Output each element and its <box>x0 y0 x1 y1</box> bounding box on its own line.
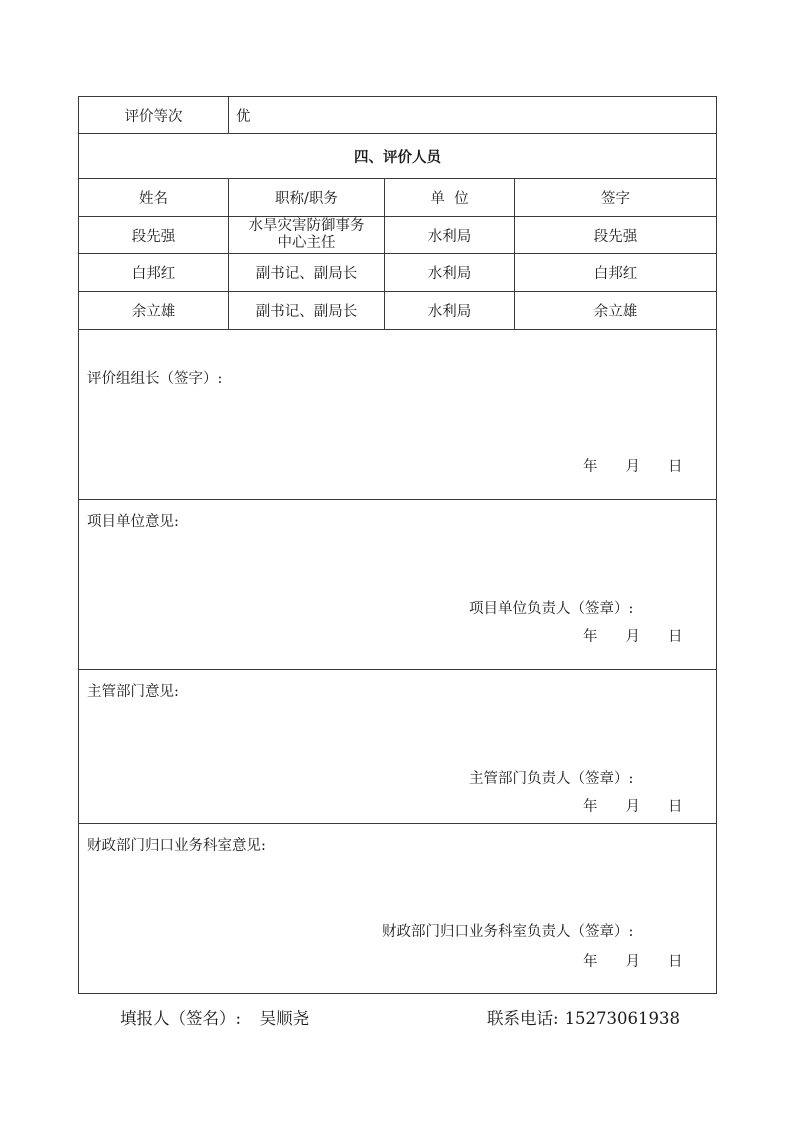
header-unit-label: 单 位 <box>430 191 469 207</box>
filler-info <box>120 1005 309 1029</box>
rating-value-cell[interactable] <box>229 97 717 134</box>
person-title-cell[interactable] <box>229 292 385 330</box>
person-name: 余立雄 <box>131 304 176 320</box>
rating-label-cell <box>79 97 229 134</box>
header-sign-label: 签字 <box>601 191 630 207</box>
header-sign <box>515 179 717 217</box>
date-month-label: 月 <box>625 799 640 815</box>
phone-label: 联系电话: <box>487 1009 559 1028</box>
person-unit-cell[interactable] <box>385 254 515 292</box>
person-title: 副书记、副局长 <box>255 266 358 282</box>
person-unit-cell[interactable] <box>385 292 515 330</box>
project-unit-opinion-box[interactable] <box>79 500 717 670</box>
project-unit-date[interactable] <box>583 625 683 646</box>
date-month-label: 月 <box>625 629 640 645</box>
dept-row <box>79 670 717 824</box>
person-unit: 水利局 <box>427 228 472 245</box>
header-unit <box>385 179 515 217</box>
dept-sign-label: 主管部门负责人（签章）: <box>469 771 634 787</box>
personnel-header-row <box>79 179 717 217</box>
date-month-label: 月 <box>625 954 640 970</box>
person-title-line2: 中心主任 <box>277 235 336 251</box>
date-day-label: 日 <box>668 954 683 970</box>
person-sign-cell[interactable] <box>515 292 717 330</box>
person-name-cell[interactable] <box>79 292 229 330</box>
header-title-label: 职称/职务 <box>275 191 338 207</box>
person-sign-cell[interactable] <box>515 217 717 254</box>
header-name <box>79 179 229 217</box>
finance-opinion-box[interactable] <box>79 824 717 994</box>
person-title-cell[interactable] <box>229 217 385 254</box>
date-day-label: 日 <box>668 629 683 645</box>
header-name-label: 姓名 <box>139 191 168 207</box>
finance-sign-label: 财政部门归口业务科室负责人（签章）: <box>382 924 634 940</box>
project-unit-title: 项目单位意见: <box>87 514 179 530</box>
leader-title: 评价组组长（签字）: <box>87 371 223 387</box>
date-month-label: 月 <box>625 459 640 475</box>
person-signature: 余立雄 <box>593 304 638 320</box>
person-title-line1: 水旱灾害防御事务 <box>248 218 365 234</box>
date-day-label: 日 <box>668 799 683 815</box>
finance-date[interactable] <box>583 950 683 971</box>
project-unit-sign-label: 项目单位负责人（签章）: <box>469 601 634 617</box>
personnel-row <box>79 292 717 330</box>
section-title-row <box>79 134 717 179</box>
date-year-label: 年 <box>583 629 598 645</box>
person-name-cell[interactable] <box>79 254 229 292</box>
evaluation-form-table <box>78 96 717 994</box>
phone-number[interactable]: 15273061938 <box>564 1009 681 1028</box>
rating-value: 优 <box>236 108 251 125</box>
person-signature: 段先强 <box>593 228 638 245</box>
leader-block-row <box>79 330 717 500</box>
person-name: 段先强 <box>131 228 176 245</box>
leader-date[interactable] <box>583 455 683 476</box>
finance-row <box>79 824 717 994</box>
header-title <box>229 179 385 217</box>
dept-date[interactable] <box>583 795 683 816</box>
project-unit-row <box>79 500 717 670</box>
dept-title: 主管部门意见: <box>87 684 179 700</box>
date-year-label: 年 <box>583 954 598 970</box>
person-signature: 白邦红 <box>593 266 638 282</box>
person-name-cell[interactable] <box>79 217 229 254</box>
date-year-label: 年 <box>583 459 598 475</box>
date-day-label: 日 <box>668 459 683 475</box>
person-name: 白邦红 <box>131 266 176 282</box>
person-sign-cell[interactable] <box>515 254 717 292</box>
person-title: 副书记、副局长 <box>255 304 358 320</box>
rating-label: 评价等次 <box>124 108 183 125</box>
section-title-cell <box>79 134 717 179</box>
filler-label: 填报人（签名）: <box>120 1009 242 1028</box>
leader-signature-box[interactable] <box>79 330 717 500</box>
date-year-label: 年 <box>583 799 598 815</box>
dept-opinion-box[interactable] <box>79 670 717 824</box>
finance-title: 财政部门归口业务科室意见: <box>87 838 266 854</box>
section-title: 四、评价人员 <box>354 148 441 166</box>
filler-name[interactable]: 吴顺尧 <box>259 1009 310 1028</box>
person-unit-cell[interactable] <box>385 217 515 254</box>
person-unit: 水利局 <box>427 304 472 320</box>
person-unit: 水利局 <box>427 266 472 282</box>
personnel-row <box>79 254 717 292</box>
phone-info <box>487 1005 680 1029</box>
person-title-cell[interactable] <box>229 254 385 292</box>
personnel-row <box>79 217 717 254</box>
rating-row <box>79 97 717 134</box>
